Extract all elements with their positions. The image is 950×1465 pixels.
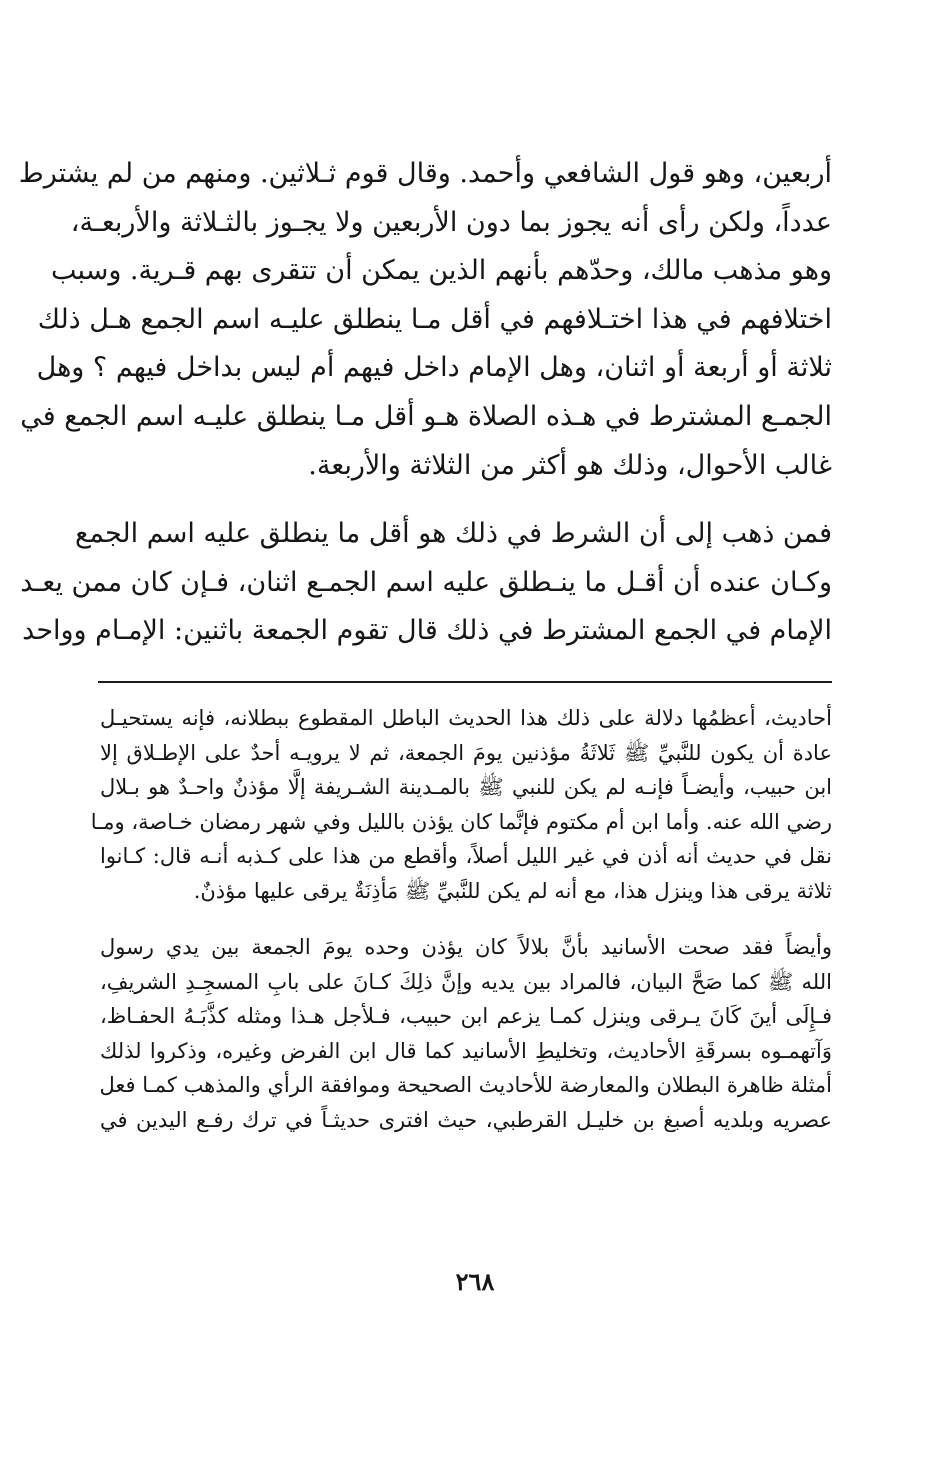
footnote-line: وأيضاً فقد صحت الأسانيد بأنَّ بلالاً كان يؤذن وحده يومَ الجمعة بين يدي رسول xyxy=(100,935,832,959)
text-line: وهو مذهب مالك، وحدّهم بأنهم الذين يمكن أن تتقرى بهم قـرية. وسبب xyxy=(51,255,832,287)
text-line: اختلافهم في هذا اختـلافهم في أقل مـا ينطلق عليـه اسم الجمع هـل ذلك xyxy=(37,303,832,335)
main-paragraph xyxy=(18,150,832,490)
footnote-paragraph xyxy=(100,930,832,1137)
footnote-line: نقل في حديث أنه أذن في غير الليل أصلاً، وأقطع من هذا على كـذبه أنـه قال: كـانوا xyxy=(100,844,832,868)
text-line: فمن ذهب إلى أن الشرط في ذلك هو أقل ما ينطلق عليه اسم الجمع xyxy=(75,518,832,550)
main-paragraph xyxy=(20,510,832,656)
footnote-line: أمثلة ظاهرة البطلان والمعارضة للأحاديث الصحيحة وموافقة الرأي والمذهب كمـا فعل xyxy=(99,1073,832,1097)
footnote-line: ابن حبيب، وأيضـاً فإنـه لم يكن للنبي ﷺ بالمـدينة الشـريفة إلَّا مؤذنٌ واحـدٌ هو بـلال xyxy=(100,775,832,799)
text-line: الجمـع المشترط في هـذه الصلاة هـو أقل مـا ينطلق عليـه اسم الجمع في xyxy=(20,400,832,432)
text-line: ثلاثة أو أربعة أو اثنان، وهل الإمام داخل فيهم أم ليس بداخل فيهم ؟ وهل xyxy=(36,352,832,384)
footnote-line: ثلاثة يرقى هذا وينزل هذا، مع أنه لم يكن للنَّبيِّ ﷺ مَأذِنَةٌ يرقى عليها مؤذنٌ. xyxy=(193,878,832,903)
text-line: وكـان عنده أن أقـل ما ينـطلق عليه اسم الجمـع اثنان، فـإن كان ممن يعـد xyxy=(20,566,832,598)
text-line: أربعين، وهو قول الشافعي وأحمد. وقال قوم ثـلاثين. ومنهم من لم يشترط xyxy=(18,158,832,189)
footnote-line: رضي الله عنه. وأما ابن أم مكتوم فإنَّما كان يؤذن بالليل وفي شهر رمضان خـاصة، ومـا xyxy=(90,809,832,834)
footnote-divider xyxy=(98,681,832,683)
footnote-line: فـإِلَى أينَ كَانَ يـرقى وينزل كمـا يزعم ابن حبيب، فـلأجل هـذا ومثله كذَّبَـهُ الحفـاظ، xyxy=(100,1004,832,1028)
footnote-line: وَآتهمـوه بسرقَةِ الأحاديث، وتخليطِ الأسانيد كما قال ابن الفرض وغيره، وذكروا لذلك xyxy=(100,1038,832,1063)
footnote-line: عادة أن يكون للنَّبيِّ ﷺ ثَلاثَةُ مؤذنين يومَ الجمعة، ثم لا يرويـه أحدٌ على الإطـلاق إلا xyxy=(100,740,832,765)
footnote-paragraph xyxy=(90,701,832,908)
footnote-line: عصريه وبلديه أصبغ بن خليـل القرطبي، حيث افترى حديثـاً في ترك رفـع اليدين في xyxy=(100,1107,832,1132)
footnote-line: أحاديث، أعظمُها دلالة على ذلك هذا الحديث الباطل المقطوع ببطلانه، فإنه يستحيـل xyxy=(100,706,832,730)
text-line: غالب الأحوال، وذلك هو أكثر من الثلاثة والأربعة. xyxy=(308,449,832,481)
main-text xyxy=(18,150,832,656)
text-line: عدداً، ولكن رأى أنه يجوز بما دون الأربعين ولا يجـوز بالثـلاثة والأربعـة، xyxy=(70,206,832,238)
footnote-line: الله ﷺ كما صَحَّ البيان، فالمراد بين يديه وإنَّ ذلِكَ كـانَ على بابِ المسجِـدِ الشريفِ، xyxy=(100,969,832,994)
page-number: ٢٦٨ xyxy=(455,1267,495,1296)
text-line: الإمام في الجمع المشترط في ذلك قال تقوم الجمعة باثنين: الإمـام وواحد xyxy=(22,615,832,647)
footnotes xyxy=(90,701,832,1137)
